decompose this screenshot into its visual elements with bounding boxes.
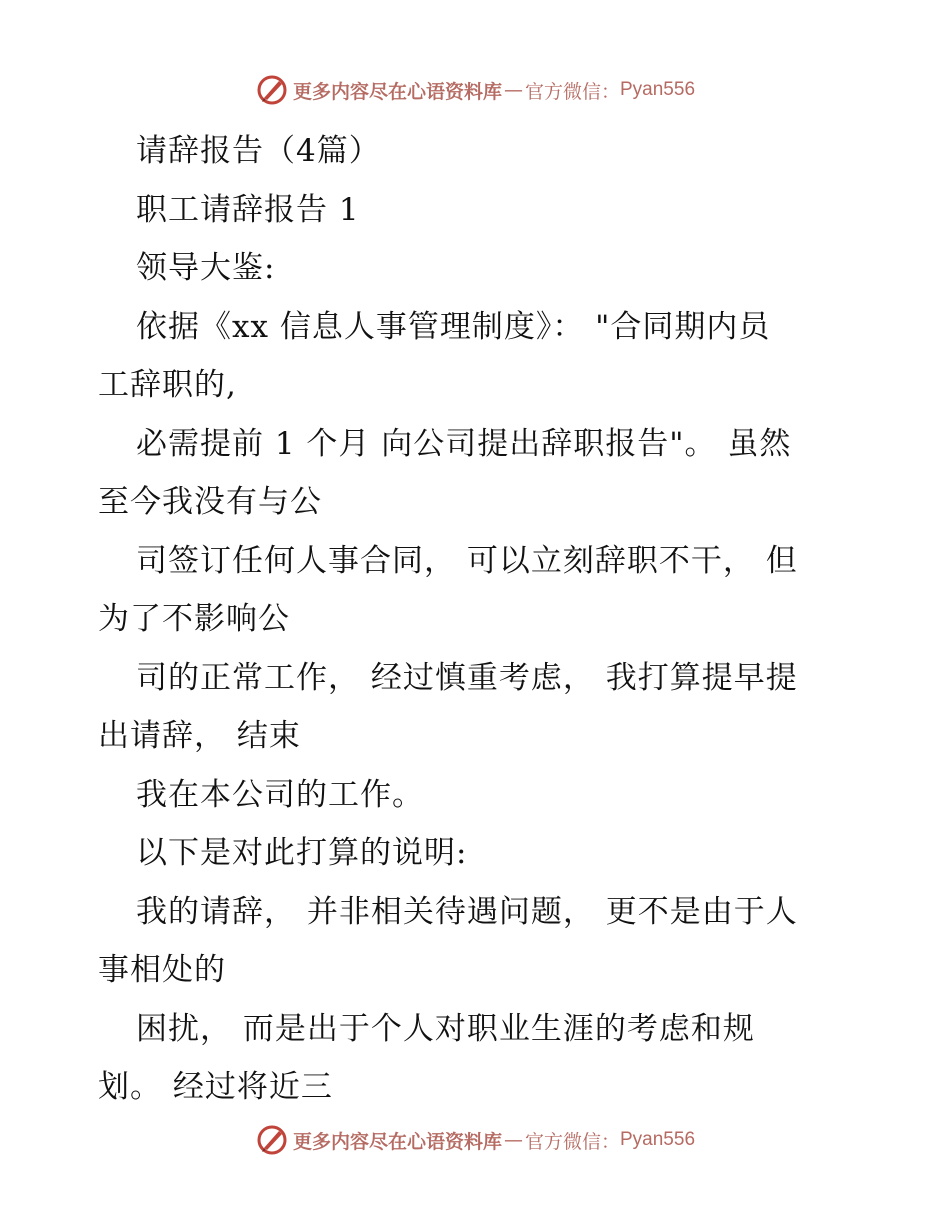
banner-site-name: 更多内容尽在心语资料库 xyxy=(292,80,502,103)
banner-wechat-id: Pyan556 xyxy=(620,1129,696,1150)
banner-official-label: 官方微信： xyxy=(524,80,620,103)
quill-logo-icon xyxy=(255,1123,289,1157)
document-body xyxy=(98,122,858,1117)
banner-separator: — xyxy=(503,1129,523,1151)
text-line: 划。 经过将近三 xyxy=(98,1069,333,1105)
text-line: 我在本公司的工作。 xyxy=(136,776,424,813)
text-line: 以下是对此打算的说明: xyxy=(136,835,468,871)
banner-separator: — xyxy=(503,79,523,101)
header-banner xyxy=(0,72,950,108)
text-line: 司签订任何人事合同， 可以立刻辞职不干， 但 xyxy=(136,542,798,579)
text-line: 出请辞， 结束 xyxy=(98,718,301,754)
text-line: 为了不影响公 xyxy=(98,601,290,637)
banner-site-name: 更多内容尽在心语资料库 xyxy=(292,1130,502,1153)
salutation: 领导大鉴: xyxy=(136,250,276,286)
banner-wechat-id: Pyan556 xyxy=(620,79,696,100)
document-title: 请辞报告（4篇） xyxy=(136,133,381,169)
text-line: 至今我没有与公 xyxy=(98,484,322,520)
section-heading: 职工请辞报告 1 xyxy=(136,191,360,228)
text-line: 司的正常工作， 经过慎重考虑， 我打算提早提 xyxy=(136,659,798,696)
text-line: 工辞职的, xyxy=(98,367,237,403)
text-line: 困扰， 而是出于个人对职业生涯的考虑和规 xyxy=(136,1010,755,1047)
text-line: 依据《xx 信息人事管理制度》： "合同期内员 xyxy=(136,308,771,345)
text-line: 事相处的 xyxy=(98,952,226,988)
text-line: 必需提前 1 个月 向公司提出辞职报告"。 虽然 xyxy=(136,425,792,462)
text-line: 我的请辞， 并非相关待遇问题， 更不是由于人 xyxy=(136,893,798,930)
footer-banner xyxy=(0,1122,950,1158)
quill-logo-icon xyxy=(255,73,289,107)
banner-official-label: 官方微信： xyxy=(524,1130,620,1153)
